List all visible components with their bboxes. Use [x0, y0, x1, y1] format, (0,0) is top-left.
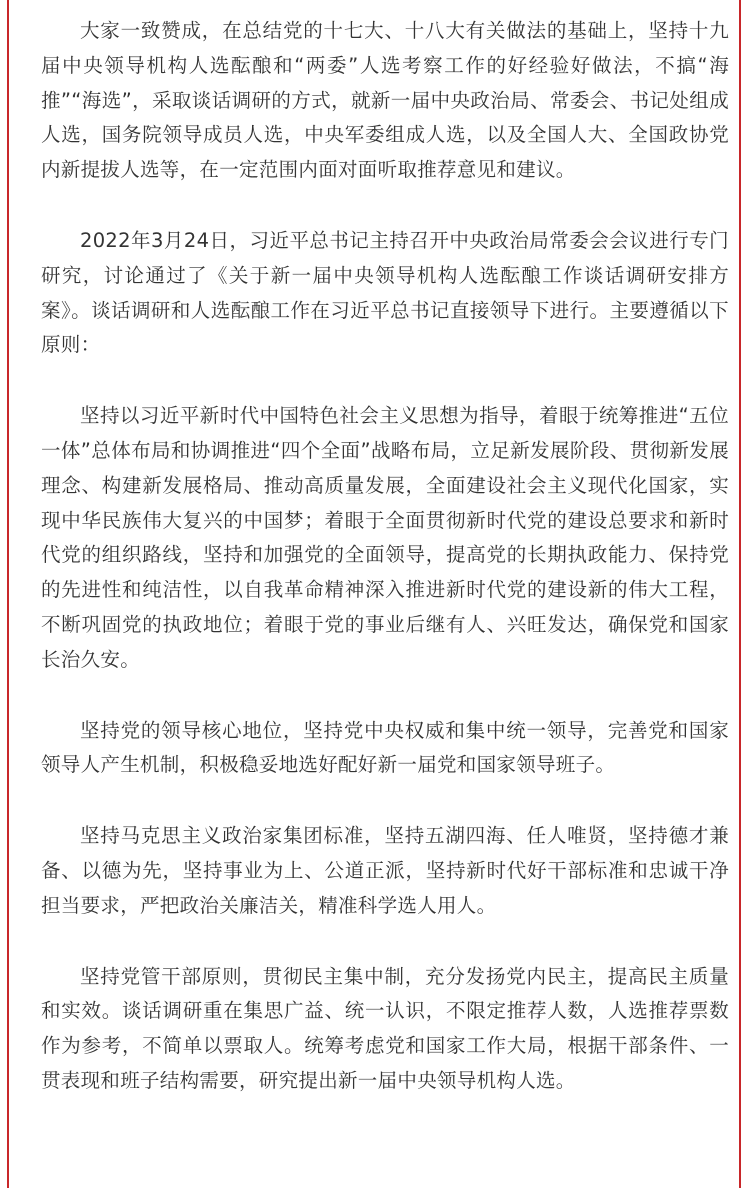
article-body — [41, 14, 729, 1135]
paragraph-meeting: 2022年3月24日，习近平总书记主持召开中央政治局常委会会议进行专门研究，讨论通过了《关于新一届中央领导机构人选酝酿工作谈话调研安排方案》。谈话调研和人选酝酿工作在习近平总书记直接领导下进行。主要遵循以下原则： — [41, 228, 729, 357]
paragraph-principle-standards: 坚持马克思主义政治家集团标准，坚持五湖四海、任人唯贤，坚持德才兼备、以德为先，坚持事业为上、公道正派，坚持新时代好干部标准和忠诚干净担当要求，严把政治关廉洁关，精准科学选人用人。 — [41, 824, 729, 917]
article-frame — [7, 0, 741, 1188]
paragraph-principle-leadership: 坚持党的领导核心地位，坚持党中央权威和集中统一领导，完善党和国家领导人产生机制，积极稳妥地选好配好新一届党和国家领导班子。 — [41, 718, 729, 777]
paragraph-principle-cadres: 坚持党管干部原则，贯彻民主集中制，充分发扬党内民主，提高民主质量和实效。谈话调研重在集思广益、统一认识，不限定推荐人数，人选推荐票数作为参考，不简单以票取人。统筹考虑党和国家工作大局，根据干部条件、一贯表现和班子结构需要，研究提出新一届中央领导机构人选。 — [41, 964, 729, 1092]
paragraph-consensus: 大家一致赞成，在总结党的十七大、十八大有关做法的基础上，坚持十九届中央领导机构人选酝酿和“两委”人选考察工作的好经验好做法，不搞“海推”“海选”，采取谈话调研的方式，就新一届中央政治局、常委会、书记处组成人选，国务院领导成员人选，中央军委组成人选，以及全国人大、全国政协党内新提拔人选等，在一定范围内面对面听取推荐意见和建议。 — [41, 19, 729, 182]
paragraph-principle-guidance: 坚持以习近平新时代中国特色社会主义思想为指导，着眼于统筹推进“五位一体”总体布局和协调推进“四个全面”战略布局，立足新发展阶段、贯彻新发展理念、构建新发展格局、推动高质量发展，全面建设社会主义现代化国家，实现中华民族伟大复兴的中国梦；着眼于全面贯彻新时代党的建设总要求和新时代党的组织路线，坚持和加强党的全面领导，提高党的长期执政能力、保持党的先进性和纯洁性，以自我革命精神深入推进新时代党的建设新的伟大工程，不断巩固党的执政地位；着眼于党的事业后继有人、兴旺发达，确保党和国家长治久安。 — [41, 404, 729, 671]
